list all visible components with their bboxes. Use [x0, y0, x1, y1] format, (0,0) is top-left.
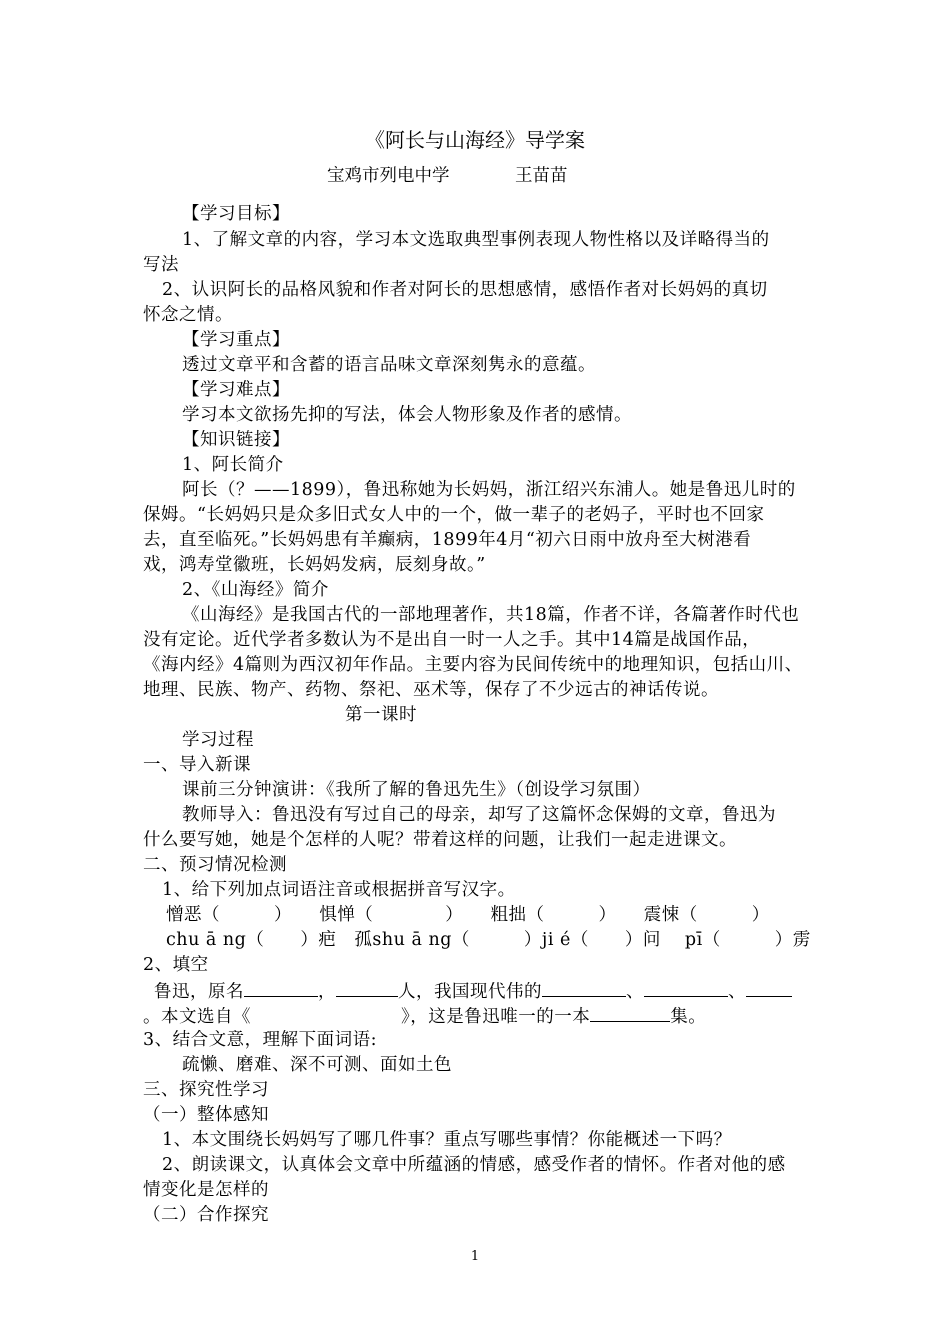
author-name: 王苗苗	[515, 166, 568, 186]
text-line: 什么要写她，她是个怎样的人呢？带着这样的问题，让我们一起走进课文。	[143, 830, 737, 850]
text-line: 《海内经》4篇则为西汉初年作品。主要内容为民间传统中的地理知识，包括山川、	[143, 655, 803, 675]
text-line: 透过文章平和含蓄的语言品味文章深刻隽永的意蕴。	[182, 355, 596, 375]
subsection-heading: （二）合作探究	[143, 1205, 269, 1225]
fill-text: ，	[318, 982, 336, 1002]
text-line: 2、《山海经》简介	[182, 580, 329, 600]
text-line: 怀念之情。	[143, 305, 233, 325]
text-line: 2、填空	[143, 955, 209, 975]
text-line: 情变化是怎样的	[143, 1180, 269, 1200]
heading-key-points: 【学习重点】	[182, 330, 290, 350]
blank-line[interactable]	[590, 1003, 670, 1022]
text-line: 2、认识阿长的品格风貌和作者对阿长的思想感情，感悟作者对长妈妈的真切	[162, 280, 768, 300]
text-line: 2、朗读课文，认真体会文章中所蕴涵的情感，感受作者的情怀。作者对他的感	[162, 1155, 786, 1175]
text-line: 学习过程	[182, 730, 254, 750]
heading-difficulties: 【学习难点】	[182, 380, 290, 400]
section-heading: 三、探究性学习	[143, 1080, 269, 1100]
text-line: 疏懒、磨难、深不可测、面如土色	[182, 1055, 452, 1075]
blank-line[interactable]	[644, 978, 728, 997]
fill-text: 、	[626, 982, 644, 1002]
fill-text: 集。	[670, 1007, 707, 1027]
text-line: 保姆。“长妈妈只是众多旧式女人中的一个，做一辈子的老妈子，平时也不回家	[143, 505, 765, 525]
document-title: 《阿长与山海经》导学案	[365, 128, 585, 152]
fill-text: 人，我国现代伟的	[398, 982, 542, 1002]
fill-text: 》，这是鲁迅唯一的一本	[401, 1007, 591, 1027]
fill-blank-line	[154, 978, 792, 1004]
page-number: 1	[470, 1249, 480, 1264]
pinyin-exercise-row: 憎恶（ ） 惧惮（ ） 粗拙（ ） 震悚（ ）	[166, 905, 770, 925]
text-line: 《山海经》是我国古代的一部地理著作，共18篇，作者不详，各篇著作时代也	[182, 605, 800, 625]
fill-blank-line	[143, 1003, 706, 1029]
text-line: 学习本文欲扬先抑的写法，体会人物形象及作者的感情。	[182, 405, 632, 425]
fill-text: 。本文选自《	[143, 1007, 251, 1027]
heading-objectives: 【学习目标】	[182, 204, 290, 224]
fill-text: 鲁迅，原名	[154, 982, 244, 1002]
blank-line[interactable]	[746, 978, 792, 997]
text-line: 没有定论。近代学者多数认为不是出自一时一人之手。其中14篇是战国作品，	[143, 630, 761, 650]
subsection-heading: （一）整体感知	[143, 1105, 269, 1125]
text-line: 地理、民族、物产、药物、祭祀、巫术等，保存了不少远古的神话传说。	[143, 680, 719, 700]
lesson-heading: 第一课时	[345, 705, 417, 725]
heading-knowledge-link: 【知识链接】	[182, 430, 290, 450]
section-heading: 二、预习情况检测	[143, 855, 287, 875]
text-line: 1、给下列加点词语注音或根据拼音写汉字。	[162, 880, 516, 900]
fill-text: 、	[728, 982, 746, 1002]
text-line: 1、了解文章的内容，学习本文选取典型事例表现人物性格以及详略得当的	[182, 230, 770, 250]
text-line: 1、本文围绕长妈妈写了哪几件事？重点写哪些事情？你能概述一下吗？	[162, 1130, 732, 1150]
blank-line[interactable]	[542, 978, 626, 997]
section-heading: 一、导入新课	[143, 755, 251, 775]
school-name: 宝鸡市列电中学	[327, 166, 450, 186]
text-line: 去，直至临死。”长妈妈患有羊癫病，1899年4月“初六日雨中放舟至大树港看	[143, 530, 752, 550]
text-line: 阿长（？——1899），鲁迅称她为长妈妈，浙江绍兴东浦人。她是鲁迅儿时的	[182, 480, 796, 500]
text-line: 3、结合文意，理解下面词语:	[143, 1030, 378, 1050]
text-line: 写法	[143, 255, 179, 275]
blank-line[interactable]	[244, 978, 318, 997]
pinyin-exercise-row: chu ā ng（ ）疤 孤shu ā ng（ ）ji é（ ）问 pī（ ）雳	[166, 930, 811, 950]
text-line: 教师导入：鲁迅没有写过自己的母亲，却写了这篇怀念保姆的文章，鲁迅为	[182, 805, 776, 825]
blank-line[interactable]	[336, 978, 398, 997]
text-line: 课前三分钟演讲：《我所了解的鲁迅先生》（创设学习氛围）	[182, 780, 651, 800]
text-line: 1、阿长简介	[182, 455, 284, 475]
text-line: 戏，鸿寿堂徽班，长妈妈发病，辰刻身故。”	[143, 555, 486, 575]
